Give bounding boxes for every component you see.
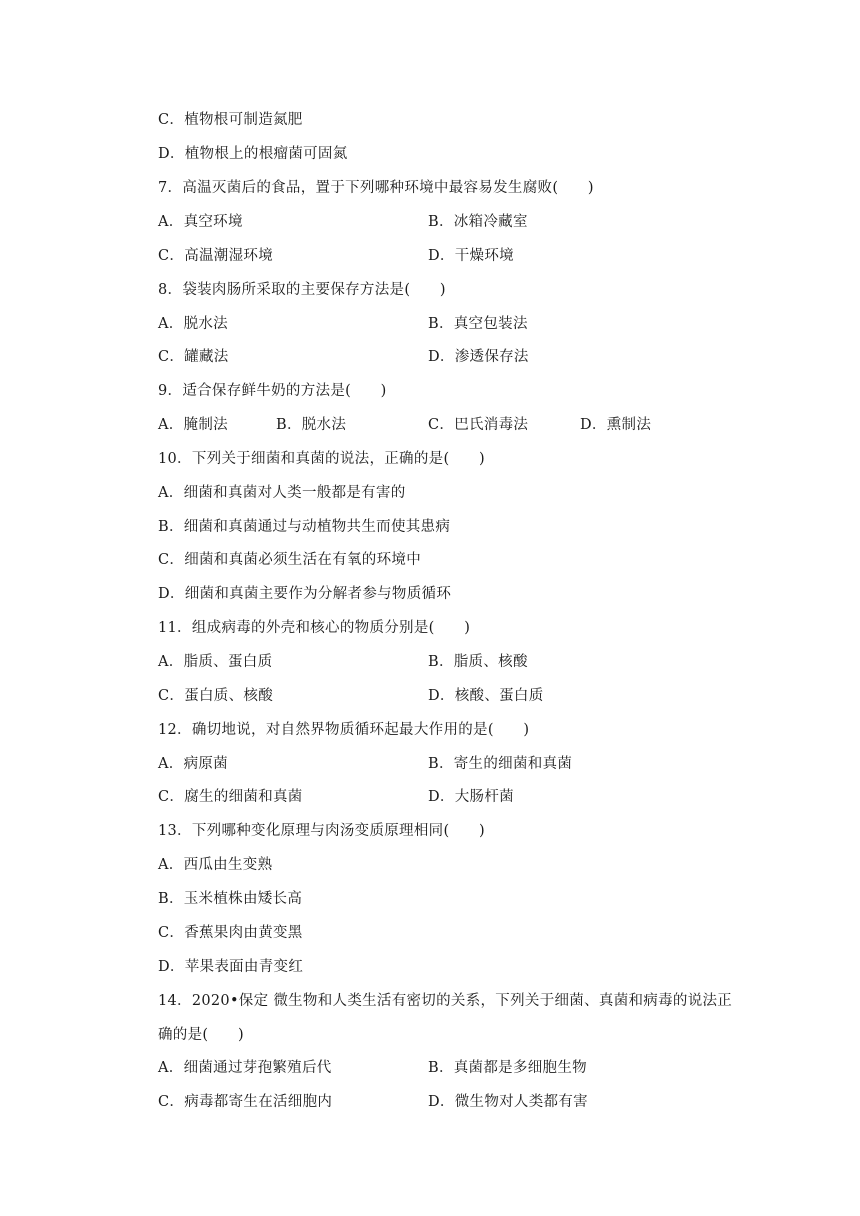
q7-option-d: D．干燥环境 [428,248,514,264]
q12-option-a: A．病原菌 [158,756,228,772]
question-11: 11．组成病毒的外壳和核心的物质分别是( ) [158,620,471,636]
q7-option-b: B．冰箱冷藏室 [428,214,528,230]
q6-option-c: C．植物根可制造氮肥 [158,112,303,128]
q11-option-a: A．脂质、蛋白质 [158,654,273,670]
q8-option-c: C．罐藏法 [158,349,229,365]
question-9: 9．适合保存鲜牛奶的方法是( ) [158,383,387,399]
q9-option-c: C．巴氏消毒法 [428,417,529,433]
q14-option-b: B．真菌都是多细胞生物 [428,1060,587,1076]
q14-option-d: D．微生物对人类都有害 [428,1094,588,1110]
q14-option-a: A．细菌通过芽孢繁殖后代 [158,1060,332,1076]
q13-option-b: B．玉米植株由矮长高 [158,891,303,907]
question-8: 8．袋装肉肠所采取的主要保存方法是( ) [158,282,446,298]
question-14-line-1: 14．2020•保定 微生物和人类生活有密切的关系，下列关于细菌、真菌和病毒的说法正 [158,993,733,1009]
question-13: 13．下列哪种变化原理与肉汤变质原理相同( ) [158,823,485,839]
q10-option-c: C．细菌和真菌必须生活在有氧的环境中 [158,552,421,568]
q9-option-b: B．脱水法 [276,417,347,433]
q12-option-d: D．大肠杆菌 [428,789,514,805]
question-10: 10．下列关于细菌和真菌的说法，正确的是( ) [158,451,485,467]
q8-option-b: B．真空包装法 [428,316,528,332]
q13-option-c: C．香蕉果肉由黄变黑 [158,925,303,941]
q12-option-c: C．腐生的细菌和真菌 [158,789,303,805]
question-12: 12．确切地说，对自然界物质循环起最大作用的是( ) [158,722,530,738]
q11-option-c: C．蛋白质、核酸 [158,688,273,704]
q10-option-b: B．细菌和真菌通过与动植物共生而使其患病 [158,519,451,535]
q8-option-d: D．渗透保存法 [428,349,529,365]
q13-option-d: D．苹果表面由青变红 [158,959,304,975]
q11-option-b: B．脂质、核酸 [428,654,528,670]
q14-option-c: C．病毒都寄生在活细胞内 [158,1094,333,1110]
q7-option-a: A．真空环境 [158,214,243,230]
q9-option-a: A．腌制法 [158,417,228,433]
question-14-line-2: 确的是( ) [158,1027,244,1043]
q8-option-a: A．脱水法 [158,316,228,332]
q12-option-b: B．寄生的细菌和真菌 [428,756,573,772]
q11-option-d: D．核酸、蛋白质 [428,688,544,704]
q10-option-a: A．细菌和真菌对人类一般都是有害的 [158,485,406,501]
q9-option-d: D．熏制法 [580,417,652,433]
q13-option-a: A．西瓜由生变熟 [158,857,273,873]
q7-option-c: C．高温潮湿环境 [158,248,273,264]
q6-option-d: D．植物根上的根瘤菌可固氮 [158,146,348,162]
q10-option-d: D．细菌和真菌主要作为分解者参与物质循环 [158,586,452,602]
question-7: 7．高温灭菌后的食品，置于下列哪种环境中最容易发生腐败( ) [158,180,594,196]
